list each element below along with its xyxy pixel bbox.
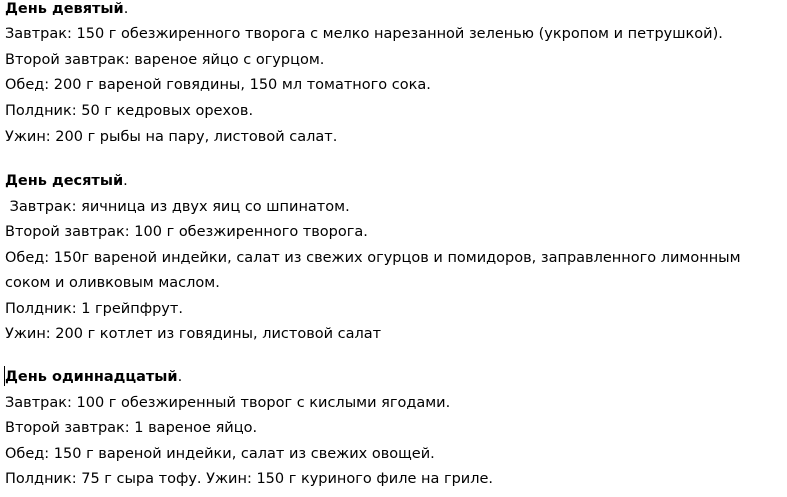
day10-lunch-continued: соком и оливковым маслом. bbox=[5, 275, 220, 291]
day11-breakfast: Завтрак: 100 г обезжиренный творог с кислыми ягодами. bbox=[5, 395, 451, 411]
day11-title: День одиннадцатый bbox=[5, 369, 178, 385]
day10-dinner: Ужин: 200 г котлет из говядины, листовой салат bbox=[5, 326, 382, 342]
day9-title-suffix: . bbox=[123, 1, 129, 17]
day11-heading bbox=[5, 368, 182, 386]
day11-title-suffix: . bbox=[177, 369, 183, 385]
day10-heading bbox=[5, 172, 128, 190]
day11-second-breakfast: Второй завтрак: 1 вареное яйцо. bbox=[5, 420, 258, 436]
day10-breakfast: Завтрак: яичница из двух яиц со шпинатом. bbox=[5, 199, 350, 215]
day10-lunch: Обед: 150г вареной индейки, салат из свежих огурцов и помидоров, заправленного лимонным bbox=[5, 250, 741, 266]
day9-heading bbox=[5, 0, 128, 18]
text-cursor bbox=[4, 366, 5, 386]
day9-snack: Полдник: 50 г кедровых орехов. bbox=[5, 103, 254, 119]
day10-second-breakfast: Второй завтрак: 100 г обезжиренного творога. bbox=[5, 224, 368, 240]
day9-breakfast: Завтрак: 150 г обезжиренного творога с мелко нарезанной зеленью (укропом и петрушкой). bbox=[5, 26, 723, 42]
day9-second-breakfast: Второй завтрак: вареное яйцо с огурцом. bbox=[5, 52, 325, 68]
day9-title: День девятый bbox=[5, 1, 124, 17]
day11-snack-dinner: Полдник: 75 г сыра тофу. Ужин: 150 г куриного филе на гриле. bbox=[5, 471, 494, 487]
day11-lunch: Обед: 150 г вареной индейки, салат из свежих овощей. bbox=[5, 446, 435, 462]
day10-title: День десятый bbox=[5, 173, 124, 189]
day10-snack: Полдник: 1 грейпфрут. bbox=[5, 301, 183, 317]
day10-title-suffix: . bbox=[123, 173, 128, 189]
day9-dinner: Ужин: 200 г рыбы на пару, листовой салат. bbox=[5, 129, 338, 145]
day9-lunch: Обед: 200 г вареной говядины, 150 мл томатного сока. bbox=[5, 77, 431, 93]
